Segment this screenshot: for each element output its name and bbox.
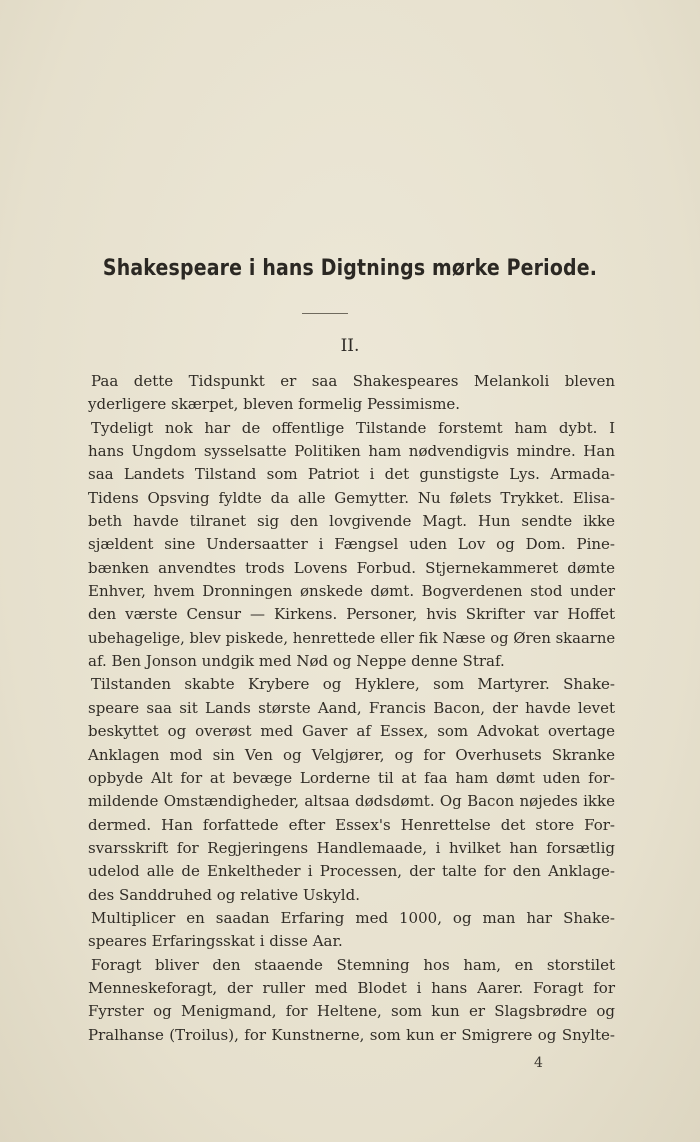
text-line: Enhver, hvem Dronningen ønskede dømt. Bogverdenen stod under bbox=[88, 582, 615, 601]
text-line: beskyttet og overøst med Gaver af Essex, som Advokat overtage bbox=[88, 722, 615, 741]
text-line: Foragt bliver den staaende Stemning hos ham, en storstilet bbox=[91, 955, 615, 974]
text-line: Menneskeforagt, der ruller med Blodet i hans Aarer. Foragt for bbox=[88, 978, 615, 997]
chapter-title: Shakespeare i hans Digtnings mørke Periode. bbox=[102, 256, 598, 281]
text-line: yderligere skærpet, bleven formelig Pessimisme. bbox=[88, 395, 461, 414]
text-line: den værste Censur — Kirkens. Personer, hvis Skrifter var Hoffet bbox=[88, 605, 615, 624]
text-line: speare saa sit Lands største Aand, Francis Bacon, der havde levet bbox=[88, 698, 615, 717]
text-line: Fyrster og Menigmand, for Heltene, som kun er Slagsbrødre og bbox=[88, 1002, 615, 1021]
text-line: Paa dette Tidspunkt er saa Shakespeares Melankoli bleven bbox=[91, 372, 615, 390]
text-line: mildende Omstændigheder, altsaa dødsdømt. Og Bacon nøjedes ikke bbox=[88, 792, 615, 811]
text-line: hans Ungdom sysselsatte Politiken ham nødvendigvis mindre. Han bbox=[88, 442, 615, 461]
text-line: Anklagen mod sin Ven og Velgjører, og for Overhusets Skranke bbox=[88, 745, 615, 764]
text-line: sjældent sine Undersaatter i Fængsel uden Lov og Dom. Pine- bbox=[88, 535, 615, 554]
text-line: beth havde tilranet sig den lovgivende Magt. Hun sendte ikke bbox=[88, 512, 615, 531]
text-line: Tydeligt nok har de offentlige Tilstande forstemt ham dybt. I bbox=[91, 418, 615, 437]
text-line: ubehagelige, blev piskede, henrettede eller fik Næse og Øren skaarne bbox=[88, 628, 616, 647]
body-text bbox=[88, 370, 615, 1047]
title-divider bbox=[302, 313, 348, 314]
text-line: opbyde Alt for at bevæge Lorderne til at faa ham dømt uden for- bbox=[88, 768, 615, 787]
text-line: svarsskrift for Regjeringens Handlemaade, i hvilket han forsætlig bbox=[88, 838, 615, 857]
text-line: af. Ben Jonson undgik med Nød og Neppe denne Straf. bbox=[88, 652, 505, 671]
text-line: Multiplicer en saadan Erfaring med 1000, og man har Shake- bbox=[91, 908, 615, 927]
text-line: des Sanddruhed og relative Uskyld. bbox=[88, 885, 360, 904]
text-line: Tidens Opsving fyldte da alle Gemytter. Nu følets Trykket. Elisa- bbox=[88, 488, 615, 507]
text-line: Pralhanse (Troilus), for Kunstnerne, som kun er Smigrere og Snylte- bbox=[88, 1025, 615, 1044]
text-line: speares Erfaringsskat i disse Aar. bbox=[88, 932, 343, 951]
text-line: bænken anvendtes trods Lovens Forbud. Stjernekammeret dømte bbox=[88, 558, 615, 577]
text-line: Tilstanden skabte Krybere og Hyklere, som Martyrer. Shake- bbox=[91, 675, 615, 694]
page-number: 4 bbox=[534, 1055, 543, 1071]
text-line: udelod alle de Enkeltheder i Processen, der talte for den Anklage- bbox=[88, 862, 615, 881]
section-number: II. bbox=[340, 336, 360, 356]
text-line: dermed. Han forfattede efter Essex's Henrettelse det store For- bbox=[88, 815, 615, 834]
text-line: saa Landets Tilstand som Patriot i det gunstigste Lys. Armada- bbox=[88, 465, 615, 484]
